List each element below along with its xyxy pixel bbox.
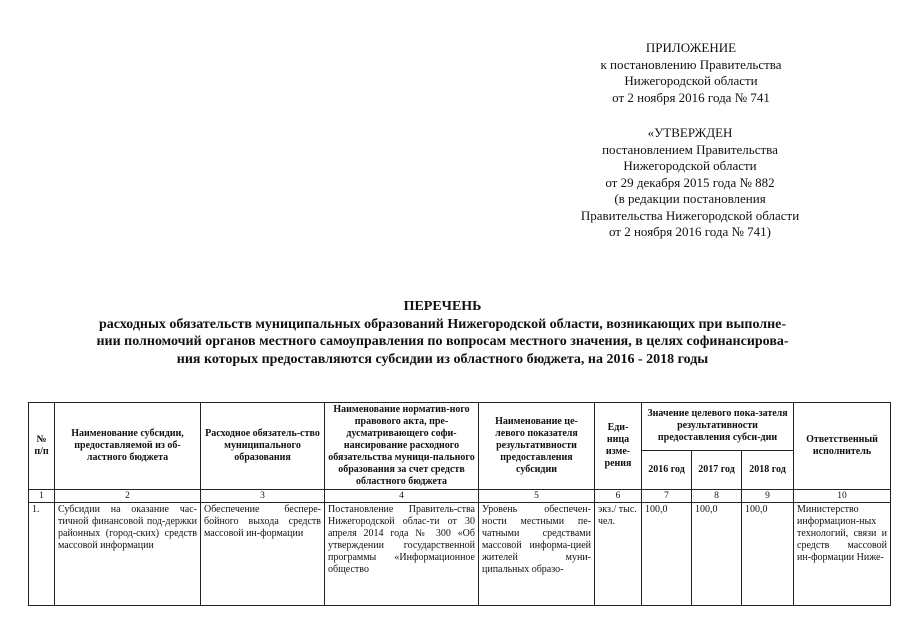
header-act: Наименование норматив-ного правового акта, пре-дусматривающего софи-нансирование расходного обязательства муници-пального образования за счет средств областного бюджета xyxy=(325,403,479,490)
approval-line: от 2 ноября 2016 года № 741) xyxy=(608,224,772,239)
column-number: 7 xyxy=(642,490,692,503)
approval-line: Правительства Нижегородской области xyxy=(580,207,800,223)
header-year-2016: 2016 год xyxy=(642,450,692,489)
cell-obligation: Обеспечение беспере-бойного выхода средств массовой ин-формации xyxy=(201,503,325,606)
title-line: расходных обязательств муниципальных образований Нижегородской области, возникающих при выполне- xyxy=(98,316,787,332)
appendix-block xyxy=(560,40,822,106)
approval-block xyxy=(540,125,840,241)
column-number: 10 xyxy=(794,490,891,503)
appendix-line: ПРИЛОЖЕНИЕ xyxy=(645,40,737,55)
cell-value-2018: 100,0 xyxy=(742,503,794,606)
cell-executor: Министерство информацион-ных технологий, связи и средств массовой ин-формации Ниже- xyxy=(794,503,891,606)
cell-act: Постановление Правитель-ства Нижегородской облас-ти от 30 апреля 2014 года № 300 «Об утверждении государственной программы «Информационное общество xyxy=(325,503,479,606)
column-number: 5 xyxy=(479,490,595,503)
header-subsidy: Наименование субсидии, предоставляемой из об-ластного бюджета xyxy=(55,403,201,490)
column-number: 2 xyxy=(55,490,201,503)
cell-value-2016: 100,0 xyxy=(642,503,692,606)
approval-line: от 29 декабря 2015 года № 882 xyxy=(605,174,775,190)
header-year-2017: 2017 год xyxy=(692,450,742,489)
title-heading: ПЕРЕЧЕНЬ xyxy=(403,299,482,314)
header-num: № п/п xyxy=(29,403,55,490)
header-year-2018: 2018 год xyxy=(742,450,794,489)
cell-num: 1. xyxy=(29,503,55,606)
document-title xyxy=(40,298,845,368)
approval-line: постановлением Правительства xyxy=(602,141,778,157)
cell-unit: экз./ тыс. чел. xyxy=(595,503,642,606)
header-unit: Еди-ница изме-рения xyxy=(595,403,642,490)
column-number: 3 xyxy=(201,490,325,503)
header-value-group: Значение целевого пока-зателя результативности предоставления субси-дии xyxy=(642,403,794,451)
title-line: ния которых предоставляются субсидии из областного бюджета, на 2016 - 2018 годы xyxy=(176,351,709,367)
cell-subsidy: Субсидии на оказание час-тичной финансовой под-держки районных (город-ских) средств массовой информации xyxy=(55,503,201,606)
appendix-line: Нижегородской области xyxy=(624,73,758,88)
column-number: 8 xyxy=(692,490,742,503)
appendix-line: от 2 ноября 2016 года № 741 xyxy=(612,89,770,105)
column-number: 4 xyxy=(325,490,479,503)
column-number-row xyxy=(29,490,891,503)
approval-line: Нижегородской области xyxy=(623,158,757,173)
column-number: 1 xyxy=(29,490,55,503)
approval-line: (в редакции постановления xyxy=(614,191,766,206)
cell-indicator: Уровень обеспечен-ности местными пе-чатными средствами массовой информа-цией жителей муни-ципальных образо- xyxy=(479,503,595,606)
table-row xyxy=(29,503,891,606)
appendix-line: к постановлению Правительства xyxy=(600,56,782,72)
header-indicator: Наименование це-левого показателя результативности предоставления субсидии xyxy=(479,403,595,490)
column-number: 9 xyxy=(742,490,794,503)
cell-value-2017: 100,0 xyxy=(692,503,742,606)
header-obligation: Расходное обязатель-ство муниципального образования xyxy=(201,403,325,490)
obligations-table xyxy=(28,402,891,606)
header-executor: Ответственный исполнитель xyxy=(794,403,891,490)
approval-line: «УТВЕРЖДЕН xyxy=(647,125,733,140)
title-line: нии полномочий органов местного самоуправления по вопросам местного значения, в целях софинансирова- xyxy=(96,334,789,349)
column-number: 6 xyxy=(595,490,642,503)
